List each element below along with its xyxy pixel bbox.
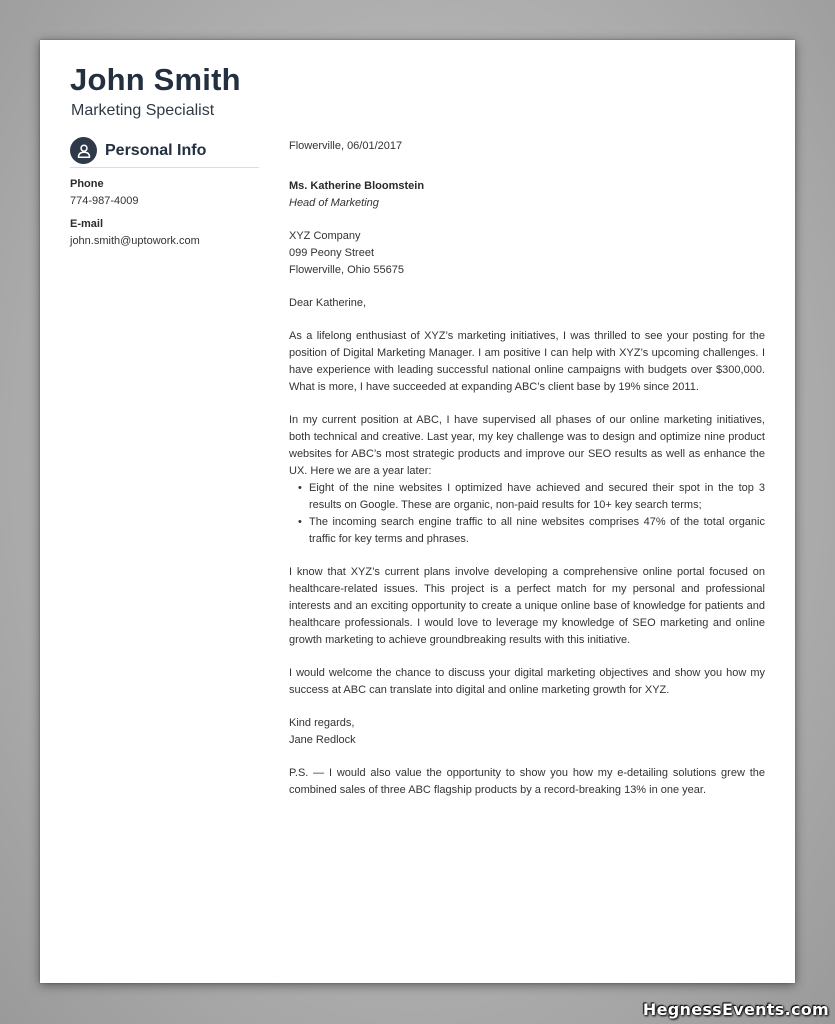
address-line: 099 Peony Street — [289, 247, 375, 259]
salutation: Dear Katherine, — [289, 297, 367, 309]
recipient-title: Head of Marketing — [289, 197, 379, 209]
email-value: john.smith@uptowork.com — [70, 235, 200, 247]
address-line: Flowerville, Ohio 55675 — [289, 264, 404, 276]
list-item: • The incoming search engine traffic to all nine websites comprises 47% of the total organic traffic for key terms and phrases. — [309, 514, 765, 548]
recipient-name: Ms. Katherine Bloomstein — [289, 180, 425, 192]
signature: Jane Redlock — [289, 734, 356, 746]
cover-letter-page — [40, 40, 795, 983]
applicant-role: Marketing Specialist — [71, 102, 215, 119]
personal-info-header — [70, 137, 259, 168]
date-line: Flowerville, 06/01/2017 — [289, 140, 403, 152]
list-item: • Eight of the nine websites I optimized have achieved and secured their spot in the top 3 results on Google. These are organic, non-paid results for 10+ key search terms; — [309, 480, 765, 514]
watermark: HegnessEvents.com — [642, 1000, 829, 1019]
letter-body — [289, 138, 765, 799]
person-icon — [70, 137, 97, 164]
paragraph: I know that XYZ’s current plans involve developing a comprehensive online portal focused on healthcare-related issues. This project is a perfect match for my personal and professional interests and an exciting opportunity to create a unique online base of knowledge for patients and healthcare professionals. I would love to leverage my knowledge of SEO marketing and online growth marketing to achieve groundbreaking results with this initiative. — [289, 566, 765, 646]
phone-value: 774-987-4009 — [70, 195, 139, 207]
bullet-list — [289, 480, 765, 548]
closing: Kind regards, — [289, 717, 355, 729]
applicant-name: John Smith — [70, 62, 241, 97]
paragraph: I would welcome the chance to discuss your digital marketing objectives and show you how my success at ABC can translate into digital and online marketing growth for XYZ. — [289, 667, 765, 696]
postscript: P.S. — I would also value the opportunity to show you how my e-detailing solutions grew the combined sales of three ABC flagship products by a record-breaking 13% in one year. — [289, 767, 765, 796]
address-line: XYZ Company — [289, 230, 361, 242]
paragraph: In my current position at ABC, I have supervised all phases of our online marketing initiatives, both technical and creative. Last year, my key challenge was to design and optimize nine product websites for ABC’s most strategic products and improve our SEO results as well as enhance the UX. Here we are a year later: — [289, 414, 765, 477]
email-label: E-mail — [70, 218, 104, 230]
paragraph: As a lifelong enthusiast of XYZ’s marketing initiatives, I was thrilled to see your posting for the position of Digital Marketing Manager. I am positive I can help with XYZ’s upcoming challenges. I have experience with leading successful national online campaigns with budgets over $300,000. What is more, I have succeeded at expanding ABC’s client base by 19% since 2011. — [289, 330, 765, 393]
sidebar — [70, 137, 259, 248]
phone-label: Phone — [70, 178, 104, 190]
section-title: Personal Info — [105, 141, 207, 159]
